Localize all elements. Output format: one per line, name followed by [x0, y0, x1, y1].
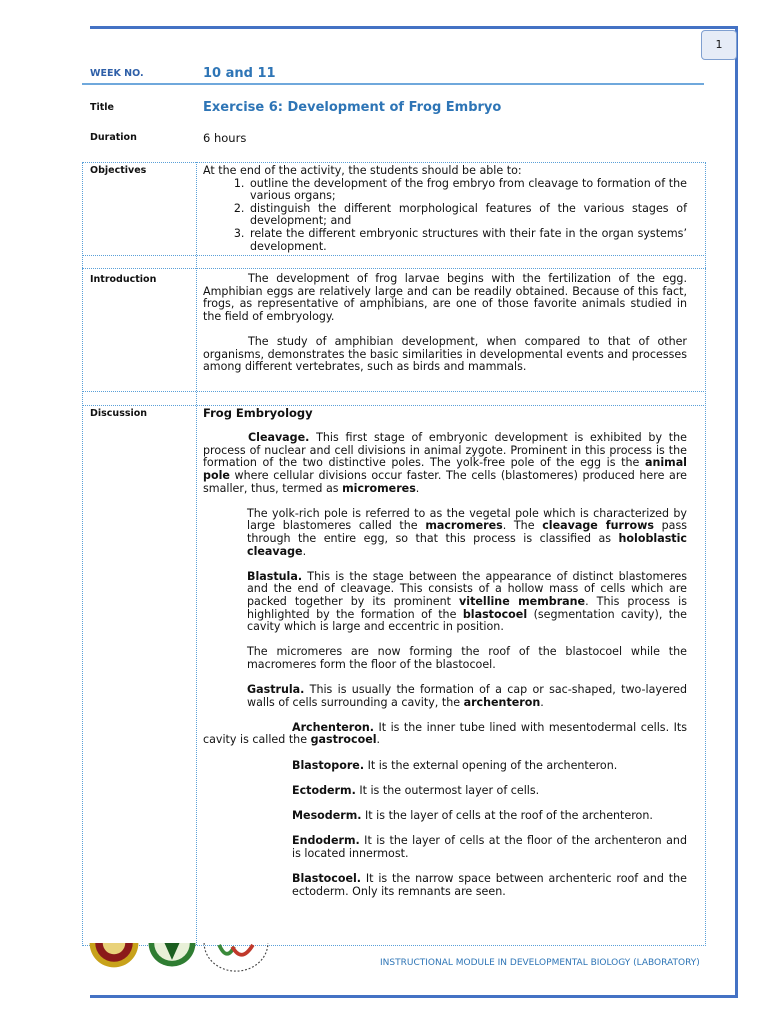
- blastopore-text: It is the external opening of the archenteron.: [364, 758, 618, 772]
- university-seal-logo: [86, 943, 142, 973]
- archenteron-text: It is the inner tube lined with mesentodermal cells. Its cavity is called the: [203, 720, 687, 747]
- row-divider: [82, 405, 706, 406]
- page-frame-bottom: [90, 995, 738, 998]
- animal-pole-term: animal pole: [203, 456, 687, 482]
- title-label: Title: [90, 102, 114, 113]
- objective-item: 3. relate the different embryonic structures with their fate in the organ systems’ development.: [248, 228, 687, 253]
- vegetal-pole-paragraph: [203, 508, 687, 558]
- cleavage-furrows-term: cleavage furrows: [542, 519, 654, 533]
- mesoderm-paragraph: [203, 810, 687, 823]
- gastrula-paragraph: [203, 684, 687, 709]
- blastopore-term: Blastopore.: [292, 758, 365, 772]
- holoblastic-term: holoblastic cleavage: [247, 531, 687, 558]
- blastocoel-def-term: Blastocoel.: [292, 871, 362, 885]
- blastocoel-text: It is the narrow space between archenteric roof and the ectoderm. Only its remnants are seen.: [292, 871, 687, 898]
- objectives-content: [203, 165, 687, 253]
- objectives-list: [203, 178, 687, 254]
- objectives-intro: At the end of the activity, the students should be able to:: [203, 164, 522, 177]
- introduction-paragraph-1: The development of frog larvae begins with the fertilization of the egg. Amphibian eggs are relatively large and can be readily obtained. Because of this fact, frogs, as representative of amphibians, are one of those favorite animals studied in the field of embryology.: [203, 272, 687, 323]
- cleavage-text: where cellular divisions occur faster. The cells (blastomeres) produced here are smaller, thus, termed as: [203, 468, 687, 495]
- archenteron-term: archenteron: [463, 695, 541, 709]
- discussion-heading: Frog Embryology: [203, 406, 313, 420]
- micromeres-term: micromeres: [342, 481, 416, 495]
- cleavage-text: This first stage of embryonic development is exhibited by the process of nuclear and cell divisions in animal zygote. Prominent in this process is the formation of the two distinctive poles. The yolk-free pole of the egg is the: [203, 431, 687, 470]
- gastrula-term: Gastrula.: [247, 683, 305, 697]
- macromeres-term: macromeres: [425, 519, 503, 533]
- cleavage-term: Cleavage.: [248, 431, 310, 445]
- ectoderm-paragraph: [203, 785, 687, 798]
- ectoderm-term: Ectoderm.: [292, 783, 356, 797]
- footer-text: INSTRUCTIONAL MODULE IN DEVELOPMENTAL BIOLOGY (LABORATORY): [380, 958, 700, 968]
- page-number: 1: [701, 30, 737, 60]
- introduction-content: [203, 273, 687, 374]
- introduction-label: Introduction: [90, 274, 157, 285]
- cleavage-text: .: [415, 481, 420, 495]
- archenteron-def-term: Archenteron.: [292, 720, 374, 734]
- duration-value: 6 hours: [203, 131, 247, 145]
- mesoderm-text: It is the layer of cells at the roof of the archenteron.: [361, 809, 653, 822]
- ectoderm-text: It is the outermost layer of cells.: [355, 783, 540, 797]
- blastula-text: . This process is highlighted by the formation of the: [247, 594, 687, 621]
- college-seal-logo: [146, 943, 198, 973]
- introduction-paragraph-2: The study of amphibian development, when compared to that of other organisms, demonstrates the basic similarities in developmental events and processes among different vertebrates, such as birds and mammals.: [203, 334, 687, 374]
- gastrula-text: .: [540, 695, 544, 709]
- anniversary-logo: [200, 943, 272, 973]
- row-divider: [82, 268, 706, 269]
- table-column-divider: [196, 162, 197, 945]
- week-value: 10 and 11: [203, 66, 276, 81]
- blastula-text: This is the stage between the appearance of distinct blastomeres and the end of cleavage. This consists of a hollow mass of cells which are packed together by its prominent: [247, 569, 687, 608]
- vegetal-text: .: [302, 544, 307, 558]
- objective-item: 1. outline the development of the frog embryo from cleavage to formation of the various organs;: [248, 178, 687, 203]
- micromeres-paragraph: The micromeres are now forming the roof of the blastocoel while the macromeres form the floor of the blastocoel.: [247, 645, 687, 671]
- gastrocoel-term: gastrocoel: [310, 733, 377, 747]
- archenteron-paragraph: [203, 722, 687, 747]
- page-frame-top: [90, 26, 738, 29]
- endoderm-text: It is the layer of cells at the floor of the archenteron and is located innermost.: [292, 834, 687, 860]
- vegetal-text: . The: [502, 519, 543, 533]
- blastocoel-paragraph: [203, 873, 687, 898]
- vegetal-text: pass through the entire egg, so that this process is classified as: [247, 519, 688, 545]
- discussion-content: [203, 407, 687, 898]
- archenteron-text: .: [376, 733, 381, 747]
- vegetal-text: The yolk-rich pole is referred to as the vegetal pole which is characterized by large blastomeres called the: [247, 506, 687, 533]
- objectives-label: Objectives: [90, 165, 147, 176]
- gastrula-text: This is usually the formation of a cap or sac-shaped, two-layered walls of cells surrounding a cavity, the: [247, 683, 687, 709]
- mesoderm-term: Mesoderm.: [292, 809, 362, 822]
- vitelline-term: vitelline membrane: [459, 594, 586, 608]
- blastula-paragraph: [203, 571, 687, 634]
- duration-label: Duration: [90, 132, 137, 143]
- row-divider: [82, 255, 706, 256]
- blastula-term: Blastula.: [247, 569, 303, 583]
- page-frame-right: [735, 26, 738, 998]
- blastopore-paragraph: [203, 760, 687, 773]
- endoderm-paragraph: [203, 835, 687, 860]
- row-divider: [82, 391, 706, 392]
- endoderm-term: Endoderm.: [292, 834, 360, 848]
- discussion-label: Discussion: [90, 408, 148, 419]
- page-title: Exercise 6: Development of Frog Embryo: [203, 100, 502, 115]
- blastocoel-term: blastocoel: [462, 607, 528, 621]
- week-label: WEEK NO.: [90, 68, 144, 79]
- objective-item: 2. distinguish the different morphological features of the various stages of development; and: [248, 203, 687, 228]
- blastula-text: (segmentation cavity), the cavity which is large and eccentric in position.: [247, 607, 687, 634]
- cleavage-paragraph: [203, 432, 687, 495]
- header-rule: [82, 83, 704, 85]
